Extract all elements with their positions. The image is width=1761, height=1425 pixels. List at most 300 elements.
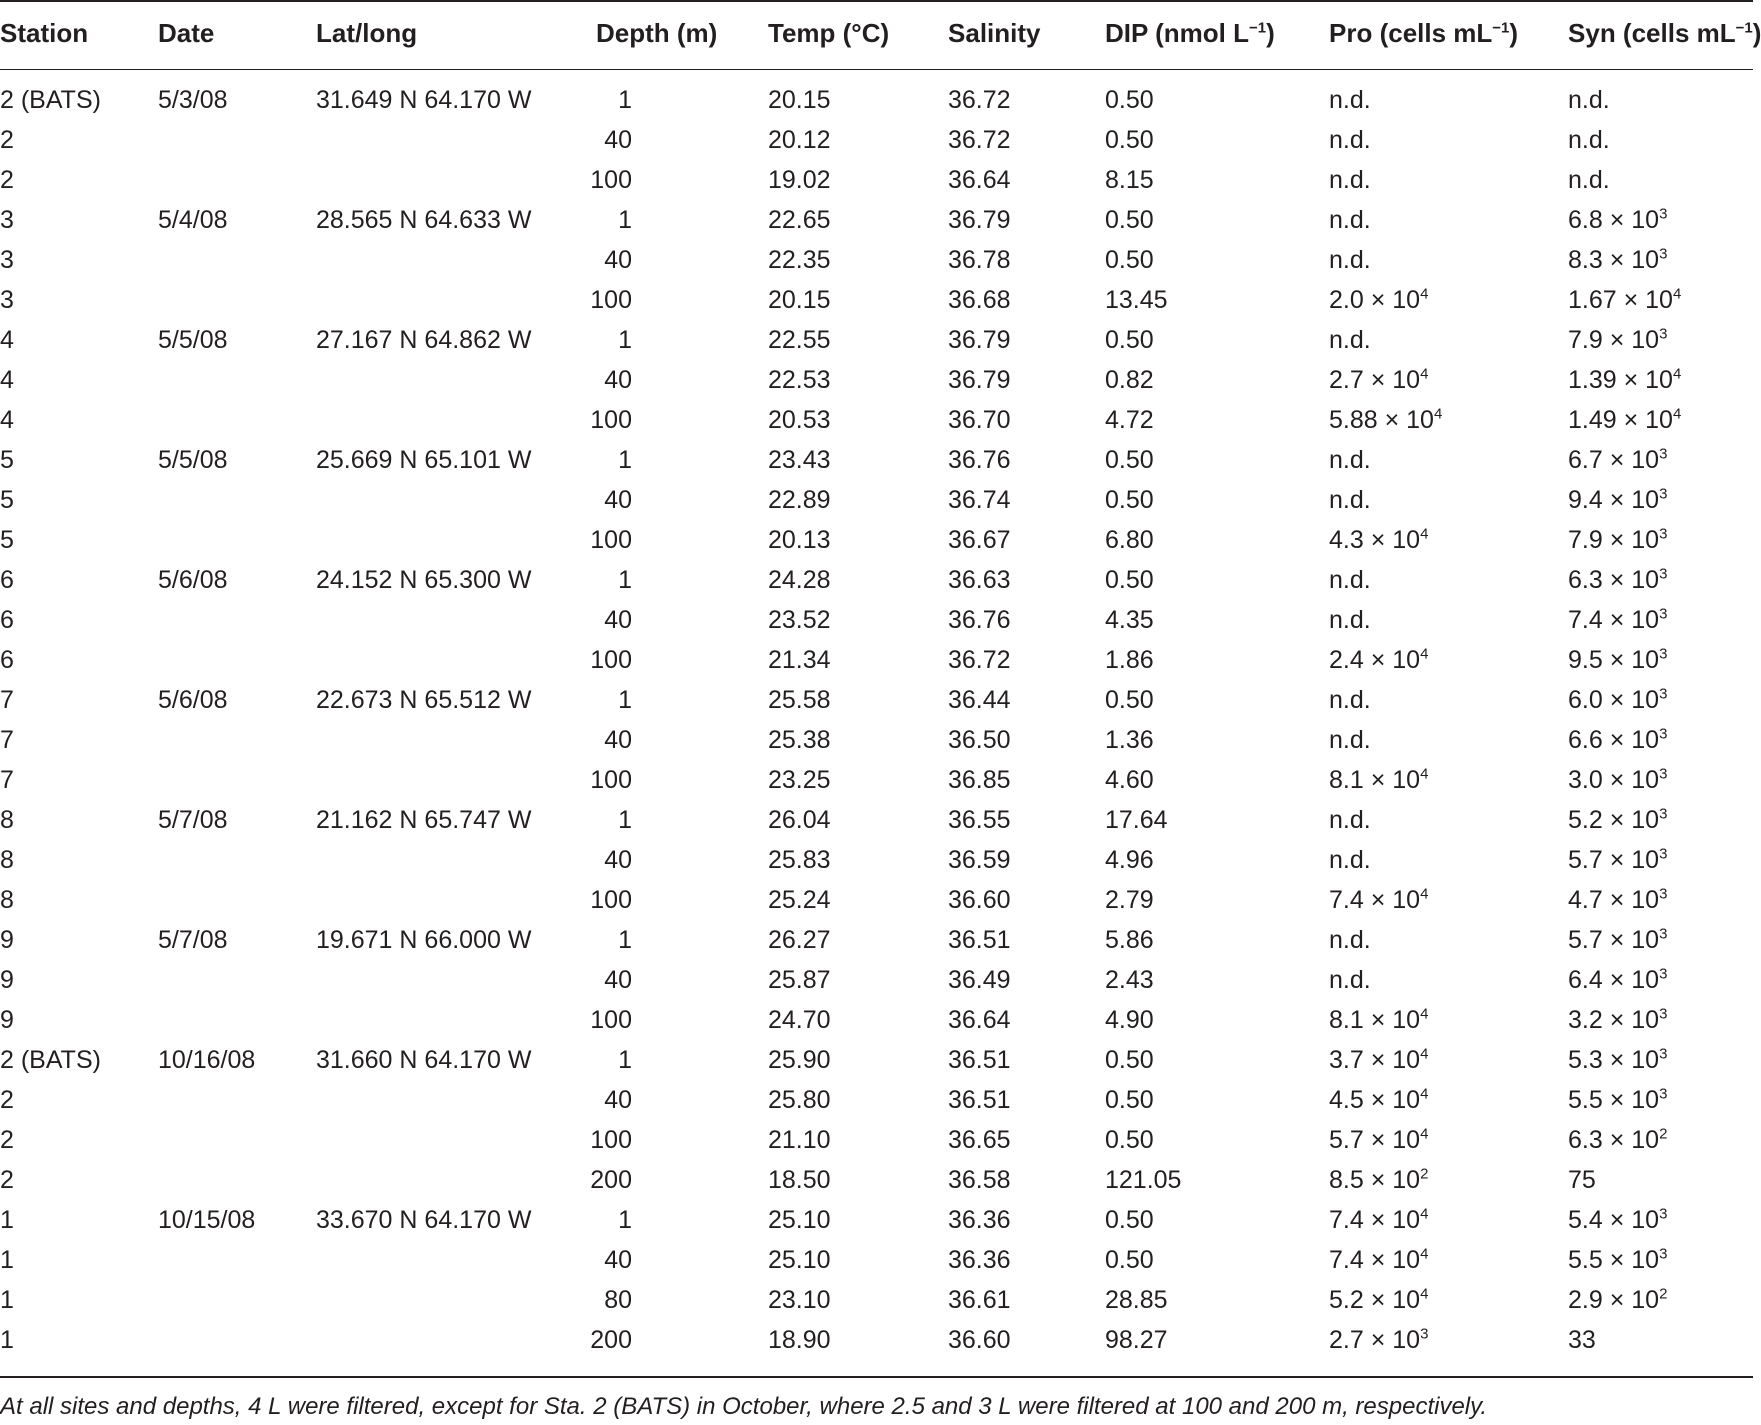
table-row — [0, 800, 1753, 840]
table-row — [0, 1040, 1753, 1080]
table-row — [0, 680, 1753, 720]
cell-depth: 40 — [604, 365, 632, 394]
cell-syn — [1568, 1120, 1753, 1160]
table-row — [0, 200, 1753, 240]
header-depth: Depth (m) — [596, 17, 718, 48]
cell-syn-exponent: 3 — [1659, 1005, 1668, 1023]
table-body — [0, 80, 1753, 1360]
cell-temp: 23.52 — [768, 605, 831, 634]
cell-salinity: 36.65 — [948, 1125, 1011, 1154]
cell-date: 5/3/08 — [158, 85, 228, 114]
cell-pro-exponent: 3 — [1420, 1325, 1429, 1343]
spacer-cell — [632, 160, 768, 200]
spacer-cell — [632, 1160, 768, 1200]
cell-station: 1 — [0, 1245, 14, 1274]
cell-dip: 0.50 — [1105, 445, 1154, 474]
cell-syn — [1568, 280, 1753, 320]
header-dip-suffix: ) — [1266, 17, 1275, 48]
cell-pro — [1329, 640, 1568, 680]
cell-pro-exponent: 4 — [1433, 405, 1443, 423]
cell-date — [158, 400, 316, 440]
cell-depth: 1 — [618, 1205, 632, 1234]
cell-syn-mantissa: 6.8 × 10 — [1568, 205, 1660, 234]
cell-latlong — [316, 960, 568, 1000]
cell-salinity: 36.67 — [948, 525, 1011, 554]
cell-syn — [1568, 320, 1753, 360]
cell-date — [158, 1280, 316, 1320]
cell-station: 2 — [0, 1085, 14, 1114]
cell-date — [158, 1120, 316, 1160]
cell-syn-mantissa: 9.5 × 10 — [1568, 645, 1660, 674]
cell-date — [158, 360, 316, 400]
cell-salinity: 36.36 — [948, 1205, 1011, 1234]
cell-station: 5 — [0, 485, 14, 514]
cell-syn-exponent: 3 — [1659, 925, 1668, 943]
cell-temp: 18.90 — [768, 1325, 831, 1354]
cell-syn-mantissa: 3.2 × 10 — [1568, 1005, 1660, 1034]
bottom-rule — [0, 1376, 1753, 1378]
cell-dip: 0.50 — [1105, 685, 1154, 714]
cell-syn — [1568, 640, 1753, 680]
cell-dip: 0.50 — [1105, 1045, 1154, 1074]
cell-salinity: 36.59 — [948, 845, 1011, 874]
cell-syn — [1568, 960, 1753, 1000]
cell-latlong — [316, 120, 568, 160]
header-temp-label: Temp (°C) — [768, 17, 890, 48]
table-row — [0, 480, 1753, 520]
cell-pro: n.d. — [1329, 685, 1371, 714]
cell-syn-exponent: 3 — [1659, 1085, 1668, 1103]
spacer-cell — [632, 120, 768, 160]
cell-station: 1 — [0, 1325, 14, 1354]
cell-syn-mantissa: 6.4 × 10 — [1568, 965, 1660, 994]
cell-station: 7 — [0, 765, 14, 794]
table-row — [0, 560, 1753, 600]
cell-depth: 100 — [590, 645, 632, 674]
cell-syn: 33 — [1568, 1325, 1596, 1354]
spacer-cell — [632, 1200, 768, 1240]
cell-pro-exponent: 4 — [1420, 765, 1429, 783]
header-salinity: Salinity — [948, 17, 1041, 48]
cell-pro-mantissa: 8.1 × 10 — [1329, 1005, 1421, 1034]
cell-dip: 1.36 — [1105, 725, 1154, 754]
table-row — [0, 600, 1753, 640]
cell-temp: 22.89 — [768, 485, 831, 514]
header-row — [0, 2, 1753, 64]
cell-syn-mantissa: 6.7 × 10 — [1568, 445, 1660, 474]
cell-temp: 22.65 — [768, 205, 831, 234]
cell-syn — [1568, 760, 1753, 800]
cell-latlong — [316, 160, 568, 200]
cell-syn-mantissa: 1.67 × 10 — [1568, 285, 1673, 314]
spacer-cell — [632, 400, 768, 440]
cell-latlong — [316, 360, 568, 400]
cell-date: 5/4/08 — [158, 205, 228, 234]
cell-salinity: 36.63 — [948, 565, 1011, 594]
cell-pro-mantissa: 4.5 × 10 — [1329, 1085, 1421, 1114]
cell-salinity: 36.72 — [948, 125, 1011, 154]
cell-syn — [1568, 920, 1753, 960]
cell-station: 2 — [0, 1125, 14, 1154]
cell-temp: 19.02 — [768, 165, 831, 194]
cell-syn — [1568, 560, 1753, 600]
cell-syn-mantissa: 2.9 × 10 — [1568, 1285, 1660, 1314]
cell-station: 3 — [0, 285, 14, 314]
cell-station: 8 — [0, 885, 14, 914]
table-row — [0, 920, 1753, 960]
cell-syn-exponent: 3 — [1659, 1245, 1668, 1263]
cell-salinity: 36.72 — [948, 645, 1011, 674]
cell-dip: 0.50 — [1105, 205, 1154, 234]
cell-dip: 98.27 — [1105, 1325, 1168, 1354]
cell-syn-exponent: 3 — [1659, 725, 1668, 743]
table-row — [0, 1320, 1753, 1360]
cell-pro-mantissa: 8.5 × 10 — [1329, 1165, 1421, 1194]
header-dip — [1105, 2, 1329, 64]
cell-pro-mantissa: 4.3 × 10 — [1329, 525, 1421, 554]
cell-dip: 8.15 — [1105, 165, 1154, 194]
cell-station: 5 — [0, 445, 14, 474]
cell-dip: 0.82 — [1105, 365, 1154, 394]
cell-syn-exponent: 3 — [1659, 885, 1668, 903]
cell-depth: 100 — [590, 765, 632, 794]
cell-syn-exponent: 2 — [1659, 1125, 1668, 1143]
cell-latlong — [316, 1160, 568, 1200]
cell-depth: 1 — [618, 805, 632, 834]
cell-latlong — [316, 760, 568, 800]
table-row — [0, 120, 1753, 160]
cell-latlong — [316, 1120, 568, 1160]
cell-syn-mantissa: 7.4 × 10 — [1568, 605, 1660, 634]
cell-temp: 24.28 — [768, 565, 831, 594]
header-dip-label: DIP (nmol L — [1105, 17, 1249, 48]
cell-depth: 1 — [618, 85, 632, 114]
cell-temp: 20.12 — [768, 125, 831, 154]
cell-temp: 23.10 — [768, 1285, 831, 1314]
cell-syn — [1568, 600, 1753, 640]
cell-salinity: 36.68 — [948, 285, 1011, 314]
cell-syn-exponent: 3 — [1659, 805, 1668, 823]
cell-syn-exponent: 3 — [1659, 565, 1668, 583]
cell-latlong: 21.162 N 65.747 W — [316, 805, 532, 834]
cell-latlong — [316, 480, 568, 520]
cell-pro-exponent: 4 — [1420, 1245, 1429, 1263]
cell-latlong: 24.152 N 65.300 W — [316, 565, 532, 594]
cell-syn-mantissa: 5.5 × 10 — [1568, 1085, 1660, 1114]
cell-syn-mantissa: 1.39 × 10 — [1568, 365, 1673, 394]
cell-pro-mantissa: 7.4 × 10 — [1329, 885, 1421, 914]
cell-temp: 25.58 — [768, 685, 831, 714]
cell-syn-exponent: 3 — [1659, 685, 1668, 703]
cell-pro: n.d. — [1329, 725, 1371, 754]
cell-date: 10/15/08 — [158, 1205, 256, 1234]
cell-pro-exponent: 4 — [1420, 525, 1429, 543]
cell-depth: 1 — [618, 325, 632, 354]
cell-pro: n.d. — [1329, 965, 1371, 994]
cell-temp: 21.10 — [768, 1125, 831, 1154]
cell-pro-mantissa: 5.2 × 10 — [1329, 1285, 1421, 1314]
spacer-cell — [632, 80, 768, 120]
cell-dip: 4.35 — [1105, 605, 1154, 634]
cell-dip: 28.85 — [1105, 1285, 1168, 1314]
table-row — [0, 1280, 1753, 1320]
cell-pro-exponent: 4 — [1420, 1085, 1429, 1103]
cell-date — [158, 880, 316, 920]
header-station: Station — [0, 17, 89, 48]
cell-pro — [1329, 880, 1568, 920]
cell-syn-mantissa: 1.49 × 10 — [1568, 405, 1673, 434]
cell-station: 2 — [0, 125, 14, 154]
cell-salinity: 36.76 — [948, 445, 1011, 474]
cell-syn — [1568, 360, 1753, 400]
cell-station: 8 — [0, 845, 14, 874]
spacer-cell — [632, 800, 768, 840]
cell-temp: 22.53 — [768, 365, 831, 394]
table-row — [0, 1240, 1753, 1280]
cell-temp: 20.53 — [768, 405, 831, 434]
cell-temp: 25.90 — [768, 1045, 831, 1074]
cell-salinity: 36.44 — [948, 685, 1011, 714]
cell-pro: n.d. — [1329, 605, 1371, 634]
cell-syn — [1568, 680, 1753, 720]
spacer-cell — [632, 880, 768, 920]
cell-pro-exponent: 4 — [1420, 645, 1429, 663]
table-row — [0, 360, 1753, 400]
cell-pro: n.d. — [1329, 565, 1371, 594]
cell-station: 8 — [0, 805, 14, 834]
cell-syn — [1568, 880, 1753, 920]
header-pro-suffix: ) — [1509, 17, 1519, 48]
cell-pro: n.d. — [1329, 845, 1371, 874]
cell-station: 7 — [0, 685, 14, 714]
cell-station: 2 (BATS) — [0, 85, 101, 114]
table-row — [0, 840, 1753, 880]
cell-pro-mantissa: 2.7 × 10 — [1329, 1325, 1421, 1354]
cell-salinity: 36.60 — [948, 885, 1011, 914]
cell-pro-exponent: 4 — [1420, 1205, 1429, 1223]
spacer-cell — [632, 640, 768, 680]
cell-salinity: 36.36 — [948, 1245, 1011, 1274]
table-row — [0, 280, 1753, 320]
cell-depth: 40 — [604, 125, 632, 154]
cell-syn-exponent: 3 — [1659, 605, 1668, 623]
cell-dip: 17.64 — [1105, 805, 1168, 834]
cell-station: 4 — [0, 325, 14, 354]
cell-pro: n.d. — [1329, 805, 1371, 834]
table-row — [0, 720, 1753, 760]
cell-latlong: 28.565 N 64.633 W — [316, 205, 532, 234]
cell-station: 2 (BATS) — [0, 1045, 101, 1074]
cell-depth: 100 — [590, 885, 632, 914]
cell-depth: 40 — [604, 485, 632, 514]
header-pro — [1329, 2, 1568, 64]
cell-date — [158, 240, 316, 280]
cell-date — [158, 280, 316, 320]
cell-station: 9 — [0, 925, 14, 954]
cell-salinity: 36.60 — [948, 1325, 1011, 1354]
cell-salinity: 36.49 — [948, 965, 1011, 994]
cell-temp: 20.15 — [768, 285, 831, 314]
cell-latlong — [316, 840, 568, 880]
cell-date: 5/5/08 — [158, 325, 228, 354]
cell-syn-exponent: 3 — [1659, 965, 1668, 983]
cell-syn — [1568, 1240, 1753, 1280]
cell-pro-exponent: 4 — [1420, 1125, 1429, 1143]
cell-salinity: 36.72 — [948, 85, 1011, 114]
cell-syn — [1568, 240, 1753, 280]
cell-syn-exponent: 4 — [1672, 285, 1682, 303]
cell-latlong — [316, 1280, 568, 1320]
cell-syn-mantissa: 5.5 × 10 — [1568, 1245, 1660, 1274]
cell-pro: n.d. — [1329, 485, 1371, 514]
cell-syn-exponent: 4 — [1672, 365, 1682, 383]
spacer-cell — [632, 720, 768, 760]
cell-dip: 0.50 — [1105, 1085, 1154, 1114]
spacer-cell — [632, 520, 768, 560]
cell-pro: n.d. — [1329, 165, 1371, 194]
cell-depth: 40 — [604, 845, 632, 874]
header-dip-sup: −1 — [1248, 18, 1267, 36]
cell-station: 2 — [0, 1165, 14, 1194]
table-row — [0, 1080, 1753, 1120]
cell-dip: 0.50 — [1105, 245, 1154, 274]
cell-salinity: 36.79 — [948, 205, 1011, 234]
cell-pro-mantissa: 2.4 × 10 — [1329, 645, 1421, 674]
cell-syn: n.d. — [1568, 85, 1610, 114]
cell-syn-exponent: 3 — [1659, 525, 1668, 543]
cell-depth: 100 — [590, 285, 632, 314]
cell-syn-mantissa: 5.7 × 10 — [1568, 925, 1660, 954]
cell-temp: 26.04 — [768, 805, 831, 834]
spacer-cell — [632, 1240, 768, 1280]
cell-temp: 18.50 — [768, 1165, 831, 1194]
cell-pro — [1329, 1040, 1568, 1080]
cell-dip: 0.50 — [1105, 325, 1154, 354]
cell-syn-exponent: 3 — [1659, 245, 1668, 263]
spacer-cell — [632, 760, 768, 800]
cell-syn-mantissa: 6.0 × 10 — [1568, 685, 1660, 714]
cell-date — [158, 840, 316, 880]
cell-depth: 1 — [618, 445, 632, 474]
cell-syn-exponent: 2 — [1659, 1285, 1668, 1303]
header-syn-sup: −1 — [1735, 18, 1753, 36]
cell-syn-mantissa: 6.3 × 10 — [1568, 565, 1660, 594]
cell-date — [158, 1240, 316, 1280]
cell-latlong — [316, 880, 568, 920]
cell-syn-exponent: 4 — [1672, 405, 1682, 423]
cell-date — [158, 1160, 316, 1200]
cell-temp: 26.27 — [768, 925, 831, 954]
cell-pro — [1329, 1160, 1568, 1200]
cell-station: 2 — [0, 165, 14, 194]
cell-date — [158, 960, 316, 1000]
cell-syn-exponent: 3 — [1659, 1045, 1668, 1063]
table-row — [0, 320, 1753, 360]
spacer-cell — [632, 320, 768, 360]
cell-temp: 25.80 — [768, 1085, 831, 1114]
cell-depth: 1 — [618, 205, 632, 234]
cell-date — [158, 720, 316, 760]
cell-syn-exponent: 3 — [1659, 205, 1668, 223]
cell-pro-exponent: 4 — [1420, 285, 1429, 303]
cell-syn — [1568, 400, 1753, 440]
cell-date: 5/7/08 — [158, 925, 228, 954]
cell-temp: 22.55 — [768, 325, 831, 354]
cell-station: 4 — [0, 365, 14, 394]
spacer-cell — [632, 1280, 768, 1320]
cell-depth: 1 — [618, 925, 632, 954]
table-row — [0, 400, 1753, 440]
cell-latlong — [316, 640, 568, 680]
cell-pro — [1329, 1280, 1568, 1320]
cell-salinity: 36.78 — [948, 245, 1011, 274]
cell-date — [158, 760, 316, 800]
cell-salinity: 36.51 — [948, 925, 1011, 954]
table-row — [0, 440, 1753, 480]
cell-pro-exponent: 4 — [1420, 1285, 1429, 1303]
cell-salinity: 36.76 — [948, 605, 1011, 634]
table-row — [0, 1160, 1753, 1200]
table-row — [0, 520, 1753, 560]
cell-depth: 100 — [590, 165, 632, 194]
cell-pro-mantissa: 5.7 × 10 — [1329, 1125, 1421, 1154]
cell-syn — [1568, 1000, 1753, 1040]
cell-pro: n.d. — [1329, 205, 1371, 234]
cell-syn-exponent: 3 — [1659, 445, 1668, 463]
cell-pro-exponent: 4 — [1420, 1005, 1429, 1023]
table-row — [0, 960, 1753, 1000]
cell-station: 6 — [0, 605, 14, 634]
cell-syn: n.d. — [1568, 125, 1610, 154]
cell-temp: 25.38 — [768, 725, 831, 754]
cell-pro-exponent: 2 — [1420, 1165, 1429, 1183]
cell-temp: 25.83 — [768, 845, 831, 874]
cell-salinity: 36.51 — [948, 1045, 1011, 1074]
cell-pro — [1329, 760, 1568, 800]
spacer-cell — [632, 1120, 768, 1160]
cell-salinity: 36.74 — [948, 485, 1011, 514]
cell-latlong — [316, 280, 568, 320]
cell-syn — [1568, 200, 1753, 240]
cell-syn-mantissa: 5.3 × 10 — [1568, 1045, 1660, 1074]
cell-syn-exponent: 3 — [1659, 325, 1668, 343]
header-date: Date — [158, 17, 215, 48]
cell-dip: 4.96 — [1105, 845, 1154, 874]
table-row — [0, 880, 1753, 920]
cell-salinity: 36.58 — [948, 1165, 1011, 1194]
cell-latlong: 31.649 N 64.170 W — [316, 85, 532, 114]
header-syn — [1568, 2, 1761, 64]
cell-depth: 40 — [604, 1085, 632, 1114]
cell-salinity: 36.85 — [948, 765, 1011, 794]
cell-latlong: 27.167 N 64.862 W — [316, 325, 532, 354]
cell-depth: 40 — [604, 1245, 632, 1274]
cell-depth: 1 — [618, 1045, 632, 1074]
cell-pro-mantissa: 7.4 × 10 — [1329, 1245, 1421, 1274]
cell-depth: 200 — [590, 1165, 632, 1194]
cell-temp: 20.13 — [768, 525, 831, 554]
cell-pro — [1329, 1240, 1568, 1280]
table-row — [0, 1200, 1753, 1240]
cell-station: 1 — [0, 1285, 14, 1314]
cell-date: 5/5/08 — [158, 445, 228, 474]
cell-pro-exponent: 4 — [1420, 885, 1429, 903]
header-pro-sup: −1 — [1492, 18, 1510, 36]
cell-syn-exponent: 3 — [1659, 485, 1668, 503]
spacer-cell — [632, 1040, 768, 1080]
cell-latlong — [316, 720, 568, 760]
cell-syn — [1568, 520, 1753, 560]
